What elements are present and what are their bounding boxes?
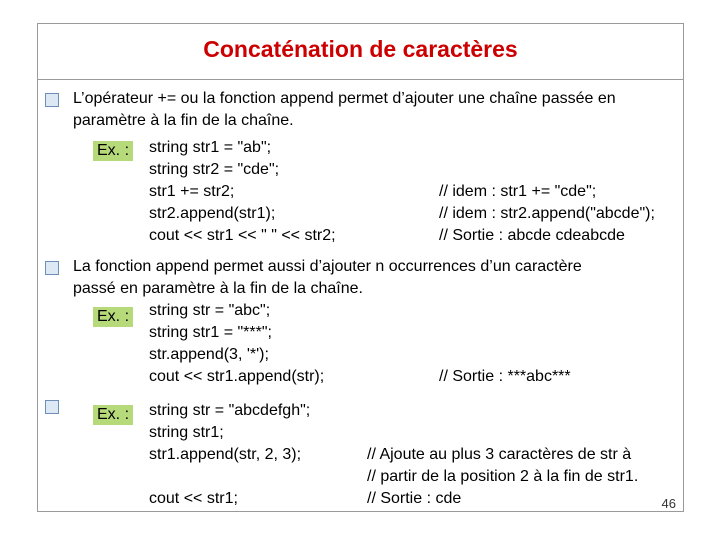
section3-comment: // Ajoute au plus 3 caractères de str à — [367, 446, 632, 463]
section1-comment: // idem : str1 += "cde"; — [439, 183, 597, 200]
section1-text-line2: paramètre à la fin de la chaîne. — [73, 112, 294, 129]
bullet-square-icon — [45, 93, 59, 107]
section1-code-line: cout << str1 << " " << str2; — [149, 227, 336, 244]
bullet-square-icon — [45, 261, 59, 275]
section1-code-line: str1 += str2; — [149, 183, 235, 200]
section2-code-line: string str1 = "***"; — [149, 324, 272, 341]
page-number: 46 — [661, 496, 676, 511]
section2-code-line: string str = "abc"; — [149, 302, 271, 319]
section1-comment: // idem : str2.append("abcde"); — [439, 205, 655, 222]
section3-code-line: string str1; — [149, 424, 224, 441]
section3-example-label: Ex. : — [93, 405, 133, 425]
section2-comment: // Sortie : ***abc*** — [439, 368, 571, 385]
slide-title: Concaténation de caractères — [203, 36, 518, 62]
section1-comment: // Sortie : abcde cdeabcde — [439, 227, 625, 244]
section3-code-line: string str = "abcdefgh"; — [149, 402, 311, 419]
section3-code-line: str1.append(str, 2, 3); — [149, 446, 302, 463]
section3-code-line: cout << str1; — [149, 490, 238, 507]
section1-code-line: str2.append(str1); — [149, 205, 276, 222]
section2-code-line: cout << str1.append(str); — [149, 368, 325, 385]
section1-text-line1: L’opérateur += ou la fonction append permet d’ajouter une chaîne passée en — [73, 90, 616, 107]
section1-code-line: string str2 = "cde"; — [149, 161, 280, 178]
section2-example-label: Ex. : — [93, 307, 133, 327]
section3-comment: // Sortie : cde — [367, 490, 462, 507]
section2-text-line1: La fonction append permet aussi d’ajouter n occurrences d’un caractère — [73, 258, 582, 275]
bullet-square-icon — [45, 400, 59, 414]
section2-text-line2: passé en paramètre à la fin de la chaîne. — [73, 280, 363, 297]
section1-example-label: Ex. : — [93, 141, 133, 161]
section1-code-line: string str1 = "ab"; — [149, 139, 272, 156]
section2-code-line: str.append(3, '*'); — [149, 346, 269, 363]
section3-comment: // partir de la position 2 à la fin de str1. — [367, 468, 639, 485]
